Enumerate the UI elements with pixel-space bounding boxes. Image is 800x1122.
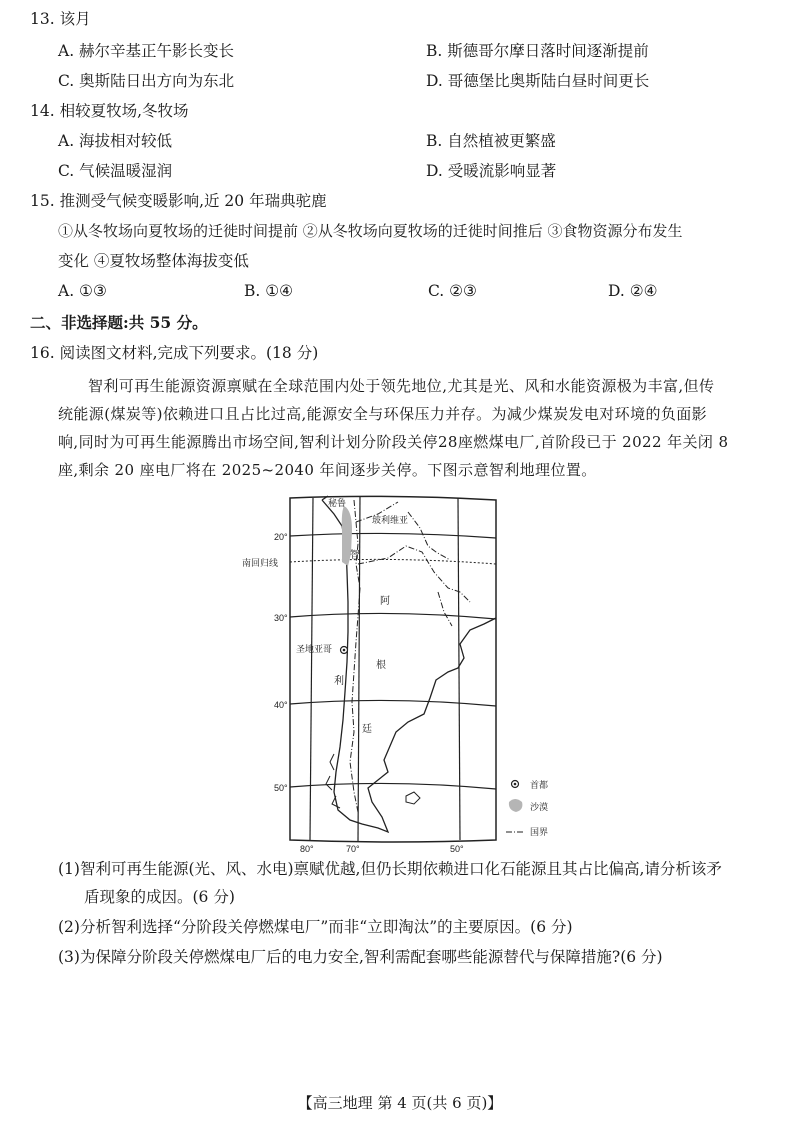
q14-stem: 14. 相较夏牧场,冬牧场: [30, 102, 189, 120]
q13-option-d: D. 哥德堡比奥斯陆白昼时间更长: [426, 72, 650, 90]
q14-option-b: B. 自然植被更繁盛: [426, 132, 556, 150]
legend-capital-label: 首都: [530, 780, 549, 790]
chile-location-map: [238, 492, 549, 854]
lon-label-80: 80°: [300, 844, 314, 854]
bolivia-label: 玻利维亚: [372, 515, 409, 525]
q14-option-a: A. 海拔相对较低: [58, 132, 173, 150]
lat-label-30: 30°: [274, 613, 288, 623]
q16-sub1-line1: (1)智利可再生能源(光、风、水电)禀赋优越,但仍长期依赖进口化石能源且其占比偏高,请分析该矛: [58, 860, 722, 878]
santiago-label: 圣地亚哥: [296, 644, 333, 654]
q16-sub1-line2: 盾现象的成因。(6 分): [84, 888, 235, 906]
q15-option-d: D. ②④: [608, 282, 658, 300]
longitude-line-80: [310, 498, 313, 840]
paraguay-border: [408, 512, 450, 560]
map-frame: [290, 496, 496, 842]
argentina-char-3: 廷: [362, 724, 372, 735]
page-footer: 【高三地理 第 4 页(共 6 页)】: [297, 1094, 503, 1112]
lat-label-50: 50°: [274, 783, 288, 793]
tropic-label: 南回归线: [242, 558, 279, 568]
section-heading: 二、非选择题:共 55 分。: [30, 313, 208, 332]
q16-para-line1: 智利可再生能源资源禀赋在全球范围内处于领先地位,尤其是光、风和水能资源极为丰富,但传: [88, 377, 715, 395]
q15-statements-line2: 变化 ④夏牧场整体海拔变低: [58, 252, 249, 270]
longitude-line-50: [458, 498, 460, 840]
q16-para-line4: 座,剩余 20 座电厂将在 2025~2040 年间逐步关停。下图示意智利地理位置。: [58, 461, 597, 479]
argentina-char-2: 根: [376, 660, 386, 671]
latitude-line-30: [290, 613, 496, 619]
argentina-char-1: 阿: [380, 596, 390, 607]
peru-label: 秘鲁: [328, 498, 347, 508]
q15-option-c: C. ②③: [428, 282, 477, 300]
q14-option-d: D. 受暖流影响显著: [426, 162, 557, 180]
falkland-islands: [406, 792, 420, 804]
chile-char-2: 利: [334, 676, 344, 687]
latitude-line-50: [290, 783, 496, 789]
q16-stem: 16. 阅读图文材料,完成下列要求。(18 分): [30, 344, 319, 362]
q16-para-line2: 统能源(煤炭等)依赖进口且占比过高,能源安全与环保压力并存。为减少煤炭发电对环境的负面影: [58, 405, 708, 423]
q15-option-b: B. ①④: [244, 282, 294, 300]
lon-label-70: 70°: [346, 844, 360, 854]
legend-desert-label: 沙漠: [530, 802, 549, 812]
latitude-line-20: [290, 533, 496, 538]
q13-option-c: C. 奥斯陆日出方向为东北: [58, 72, 235, 90]
chile-char-1: 智: [350, 550, 360, 561]
legend-desert-icon: [509, 799, 523, 812]
lat-label-40: 40°: [274, 700, 288, 710]
q16-sub3: (3)为保障分阶段关停燃煤电厂后的电力安全,智利需配套哪些能源替代与保障措施?(6 分): [58, 948, 663, 966]
lon-label-50: 50°: [450, 844, 464, 854]
longitude-line-70: [358, 496, 360, 842]
q15-stem: 15. 推测受气候变暖影响,近 20 年瑞典驼鹿: [30, 192, 327, 210]
tropic-of-capricorn-line: [290, 559, 496, 564]
q15-statements-line1: ①从冬牧场向夏牧场的迁徙时间提前 ②从冬牧场向夏牧场的迁徙时间推后 ③食物资源分布发生: [58, 222, 683, 240]
lat-label-20: 20°: [274, 532, 288, 542]
q15-option-a: A. ①③: [58, 282, 107, 300]
q14-option-c: C. 气候温暖湿润: [58, 162, 173, 180]
uruguay-border: [438, 592, 452, 626]
argentina-north-border: [358, 546, 470, 602]
q16-para-line3: 响,同时为可再生能源腾出市场空间,智利计划分阶段关停28座燃煤电厂,首阶段已于 2022 年关闭 8: [58, 433, 729, 451]
q13-option-b: B. 斯德哥尔摩日落时间逐渐提前: [426, 42, 649, 60]
q13-stem: 13. 该月: [30, 10, 91, 28]
q13-option-a: A. 赫尔辛基正午影长变长: [58, 42, 235, 60]
latitude-line-40: [290, 700, 496, 706]
legend-border-label: 国界: [530, 827, 549, 837]
q16-sub2: (2)分析智利选择“分阶段关停燃煤电厂”而非“立即淘汰”的主要原因。(6 分): [58, 918, 573, 936]
